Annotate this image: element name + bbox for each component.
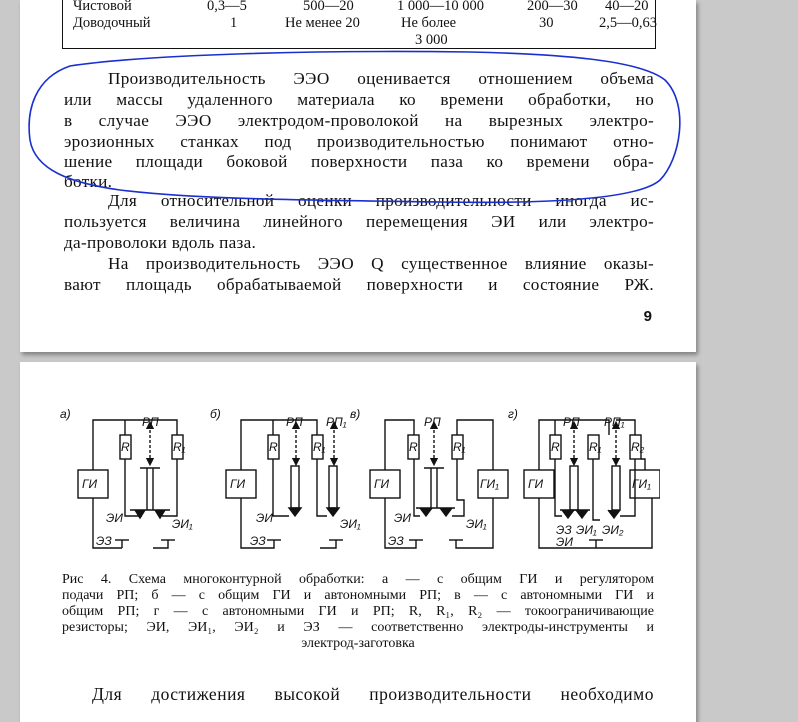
table-cell: 2,5—0,63 — [599, 15, 657, 31]
table-cell: 1 000—10 000 — [397, 0, 484, 14]
table-cell: Доводочный — [73, 15, 151, 31]
caption-line: резисторы; ЭИ, ЭИ₁, ЭИ₂ и ЭЗ — соответственно электроды-инструменты и — [62, 620, 654, 635]
label-rp: РП — [142, 415, 159, 429]
label-ez: ЭЗ — [388, 534, 404, 548]
label-ei1: ЭИ₁ — [172, 517, 193, 531]
label-r1: R₁ — [313, 440, 326, 454]
caption-line: общим РП; г — с автономными ГИ и РП; R, R₁, R₂ — токоограничивающие — [62, 604, 654, 619]
label-v: в) — [350, 407, 361, 421]
label-ei1: ЭИ₁ — [576, 523, 597, 537]
label-rp1: РП₁ — [604, 415, 625, 429]
caption-line: Рис 4. Схема многоконтурной обработки: а — с общим ГИ и регулятором — [62, 572, 654, 587]
table-cell: Не более — [401, 15, 457, 31]
table-cell: 30 — [539, 15, 554, 31]
text-line: в случае ЭЭО электродом-проволокой на вырезных электро- — [64, 111, 654, 130]
document-page-2 — [20, 362, 696, 722]
table-cell: 500—20 — [303, 0, 354, 14]
label-b: б) — [210, 407, 221, 421]
caption-line: электрод-заготовка — [301, 636, 415, 651]
label-ei: ЭИ — [556, 535, 573, 549]
label-r: R — [551, 440, 560, 454]
multicircuit-scheme-figure — [60, 400, 660, 570]
table-cell: 40—20 — [605, 0, 649, 14]
label-rp: РП — [563, 415, 580, 429]
text-line: вают площадь обрабатываемой поверхности и состояние РЖ. — [64, 275, 654, 294]
document-page-1 — [20, 0, 696, 352]
label-r: R — [269, 440, 278, 454]
label-rp1: РП₁ — [326, 415, 347, 429]
text-line: Для достижения высокой производительности необходимо — [92, 684, 654, 704]
text-line: или массы удаленного материала ко времени обработки, но — [64, 90, 654, 109]
label-ez: ЭЗ — [96, 534, 112, 548]
parameters-table — [62, 0, 656, 49]
table-cell: 200—30 — [527, 0, 578, 14]
label-rp: РП — [424, 415, 441, 429]
page-number: 9 — [643, 308, 652, 325]
label-ei: ЭИ — [106, 511, 123, 525]
table-cell: Не менее 20 — [285, 15, 360, 31]
label-gi: ГИ — [82, 477, 98, 491]
label-gi: ГИ — [230, 477, 246, 491]
table-cell: 3 000 — [415, 32, 448, 48]
caption-line: подачи РП; б — с общим ГИ и автономными РП; в — с автономными ГИ и — [62, 588, 654, 603]
label-ei1: ЭИ₁ — [466, 517, 487, 531]
figure-caption — [62, 572, 654, 652]
text-line: ботки. — [64, 172, 113, 191]
label-a: а) — [60, 407, 71, 421]
text-line: эрозионных станках под производительностью понимают отно- — [64, 132, 654, 151]
text-line: Для относительной оценки производительности иногда ис- — [108, 191, 654, 210]
label-r1: R₁ — [589, 440, 602, 454]
label-ez: ЭЗ — [556, 523, 572, 537]
text-line: На производительность ЭЭО Q существенное влияние оказы- — [108, 254, 654, 273]
label-gi: ГИ — [528, 477, 544, 491]
label-ei: ЭИ — [394, 511, 411, 525]
label-r: R — [409, 440, 418, 454]
label-gi1: ГИ₁ — [480, 477, 499, 491]
text-line: пользуется величина линейного перемещения ЭИ или электро- — [64, 212, 654, 231]
text-line: шение площади боковой поверхности паза ко времени обра- — [64, 152, 654, 171]
label-ez: ЭЗ — [250, 534, 266, 548]
label-gi: ГИ — [374, 477, 390, 491]
label-g: г) — [508, 407, 518, 421]
label-ei: ЭИ — [256, 511, 273, 525]
label-r: R — [121, 440, 130, 454]
label-r2: R₂ — [631, 440, 645, 454]
table-cell: 1 — [230, 15, 238, 31]
label-r1: R₁ — [453, 440, 466, 454]
table-cell: 0,3—5 — [207, 0, 247, 14]
label-rp: РП — [286, 415, 303, 429]
label-ei1: ЭИ₁ — [340, 517, 361, 531]
label-r1: R₁ — [173, 440, 186, 454]
text-line: Производительность ЭЭО оценивается отношением объема — [108, 69, 654, 88]
label-gi1: ГИ₁ — [632, 477, 651, 491]
label-ei2: ЭИ₂ — [602, 523, 624, 537]
table-cell: Чистовой — [73, 0, 132, 14]
text-line: да-проволоки вдоль паза. — [64, 233, 257, 252]
